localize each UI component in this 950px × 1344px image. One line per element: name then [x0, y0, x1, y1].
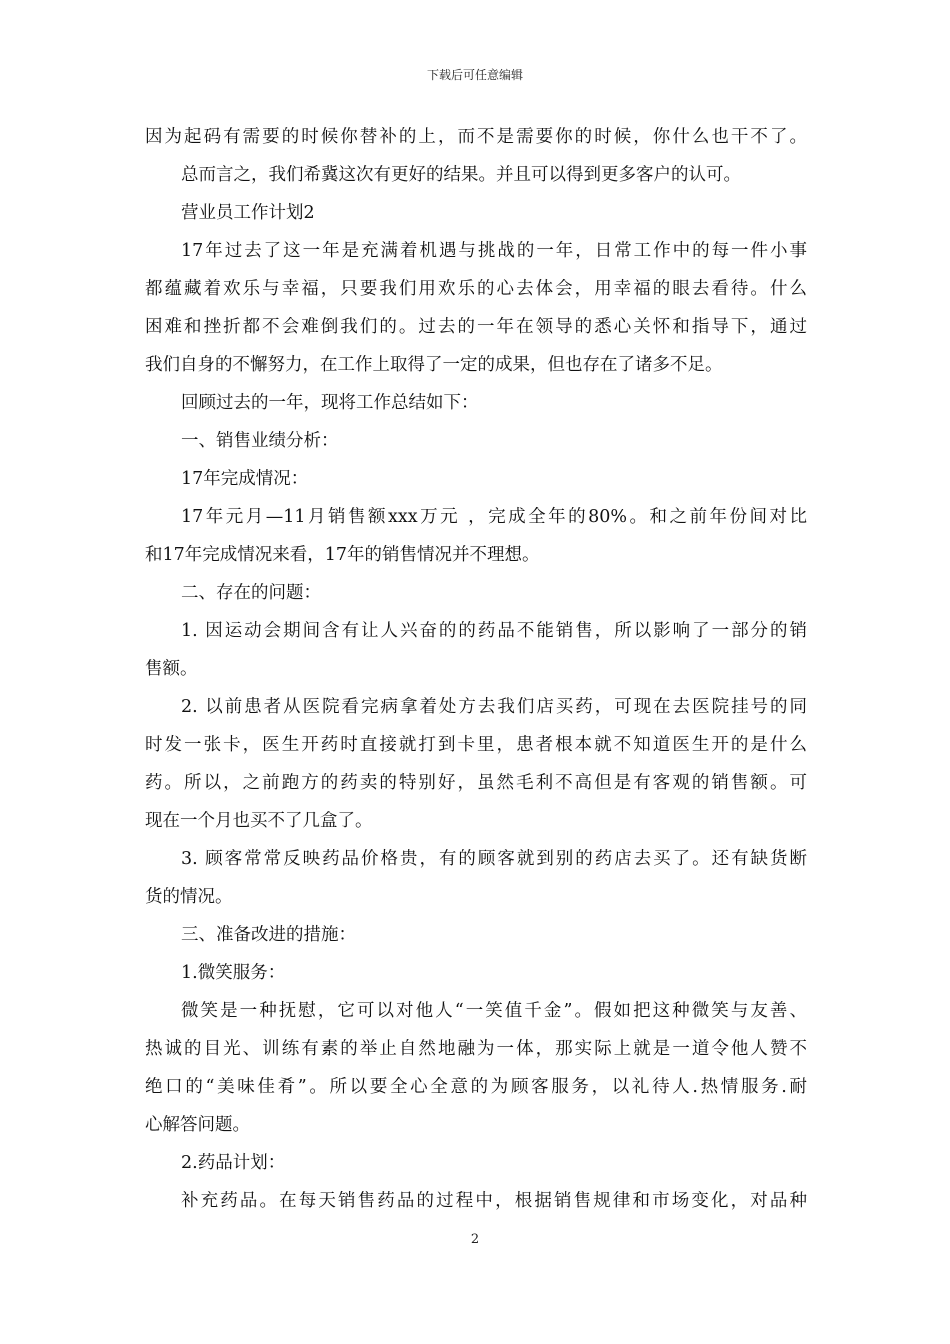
paragraph-line: 17年元月—11月销售额xxx万元 ，完成全年的80%。和之前年份间对比	[181, 507, 807, 527]
section-heading: 一、销售业绩分析：	[181, 431, 339, 451]
subheading: 2.药品计划：	[181, 1153, 286, 1173]
paragraph-line: 总而言之，我们希冀这次有更好的结果。并且可以得到更多客户的认可。	[181, 165, 741, 185]
section-heading: 三、准备改进的措施：	[181, 925, 356, 945]
section-heading: 二、存在的问题：	[181, 583, 321, 603]
list-item-line: 2. 以前患者从医院看完病拿着处方去我们店买药，可现在去医院挂号的同	[181, 697, 807, 717]
subheading: 17年完成情况：	[181, 469, 309, 489]
page-number: 2	[470, 1232, 480, 1247]
list-item-line: 货的情况。	[145, 887, 233, 907]
subheading: 1.微笑服务：	[181, 963, 286, 983]
paragraph-line: 回顾过去的一年，现将工作总结如下：	[181, 393, 479, 413]
paragraph-line: 困难和挫折都不会难倒我们的。过去的一年在领导的悉心关怀和指导下，通过	[145, 317, 807, 337]
paragraph-line: 因为起码有需要的时候你替补的上，而不是需要你的时候，你什么也干不了。	[145, 127, 807, 147]
document-body	[145, 118, 807, 1220]
list-item-line: 1. 因运动会期间含有让人兴奋的的药品不能销售，所以影响了一部分的销	[181, 621, 807, 641]
paragraph-line: 热诚的目光、训练有素的举止自然地融为一体，那实际上就是一道令他人赞不	[145, 1039, 807, 1059]
page-header: 下载后可任意编辑	[426, 68, 523, 82]
paragraph-line: 和17年完成情况来看，17年的销售情况并不理想。	[145, 545, 540, 565]
paragraph-line: 都蕴藏着欢乐与幸福，只要我们用欢乐的心去体会，用幸福的眼去看待。什么	[145, 279, 807, 299]
list-item-line: 售额。	[145, 659, 198, 679]
list-item-line: 3. 顾客常常反映药品价格贵，有的顾客就到别的药店去买了。还有缺货断	[181, 849, 807, 869]
paragraph-line: 我们自身的不懈努力，在工作上取得了一定的成果，但也存在了诸多不足。	[145, 355, 723, 375]
section-title: 营业员工作计划2	[181, 203, 315, 223]
paragraph-line: 绝口的“美味佳肴”。所以要全心全意的为顾客服务，以礼待人.热情服务.耐	[145, 1077, 807, 1097]
paragraph-line: 17年过去了这一年是充满着机遇与挑战的一年，日常工作中的每一件小事	[181, 241, 807, 261]
list-item-line: 现在一个月也买不了几盒了。	[145, 811, 373, 831]
paragraph-line: 补充药品。在每天销售药品的过程中，根据销售规律和市场变化，对品种	[181, 1191, 807, 1211]
list-item-line: 时发一张卡，医生开药时直接就打到卡里，患者根本就不知道医生开的是什么	[145, 735, 807, 755]
paragraph-line: 心解答问题。	[145, 1115, 250, 1135]
paragraph-line: 微笑是一种抚慰，它可以对他人“一笑值千金”。假如把这种微笑与友善、	[181, 1001, 807, 1021]
list-item-line: 药。所以，之前跑方的药卖的特别好，虽然毛利不高但是有客观的销售额。可	[145, 773, 807, 793]
